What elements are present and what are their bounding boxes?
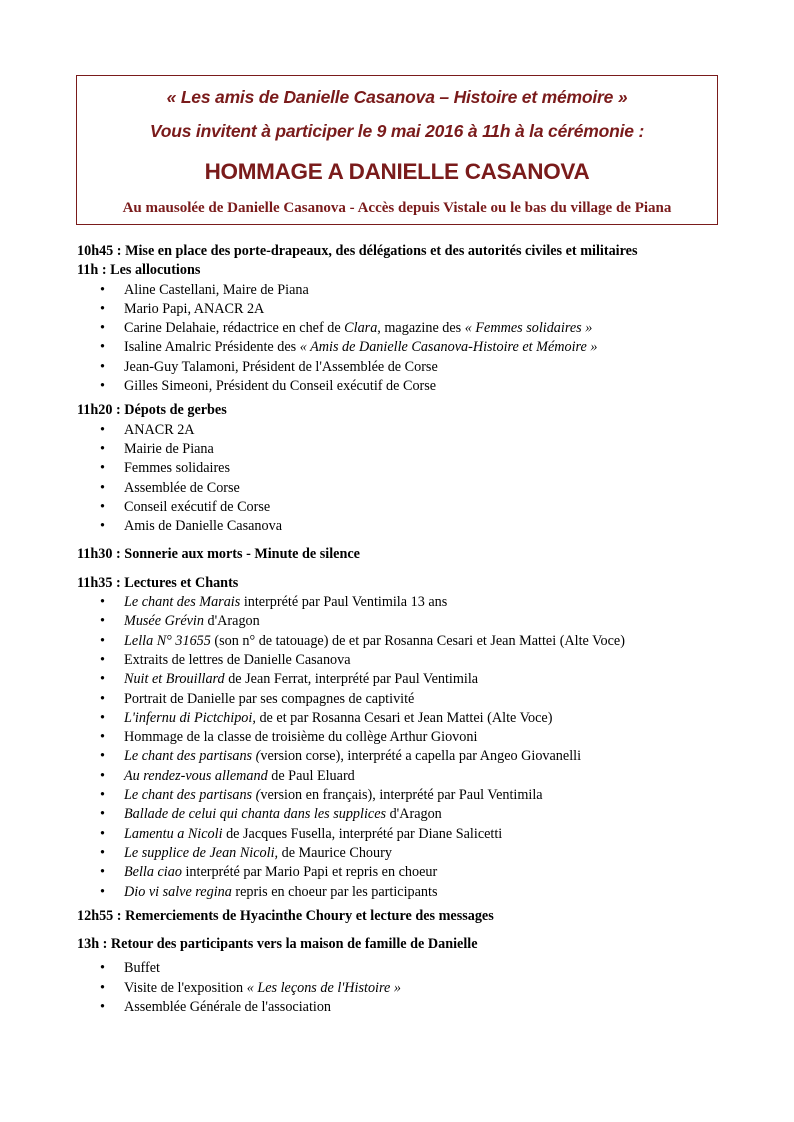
bullet-icon: • [100, 651, 105, 668]
list-item: • Jean-Guy Talamoni, Président de l'Assemblée de Corse [77, 358, 717, 377]
bullet-icon: • [100, 421, 105, 438]
program-heading-11h: 11h : Les allocutions [77, 262, 201, 279]
list-item: • Assemblée de Corse [77, 479, 717, 498]
list-item: • Femmes solidaires [77, 459, 717, 478]
program [77, 242, 717, 1017]
list-item: • Aline Castellani, Maire de Piana [77, 281, 717, 300]
list-item: • Nuit et Brouillard de Jean Ferrat, interprété par Paul Ventimila [77, 670, 717, 689]
program-heading-11h35: 11h35 : Lectures et Chants [77, 574, 239, 591]
list-item: • Assemblée Générale de l'association [77, 998, 717, 1017]
program-heading-10h45: 10h45 : Mise en place des porte-drapeaux, des délégations et des autorités civiles et militaires [77, 243, 638, 259]
list-item: • Le supplice de Jean Nicoli, de Maurice Choury [77, 844, 717, 863]
list-item: • Musée Grévin d'Aragon [77, 612, 717, 631]
list-item: • Isaline Amalric Présidente des « Amis de Danielle Casanova-Histoire et Mémoire » [77, 338, 717, 357]
closing-list [77, 959, 717, 1017]
bullet-icon: • [100, 498, 105, 515]
bullet-icon: • [100, 787, 105, 804]
speeches-list [77, 281, 717, 397]
bullet-icon: • [100, 729, 105, 746]
association-name: « Les amis de Danielle Casanova – Histoire et mémoire » [166, 87, 628, 107]
bullet-icon: • [100, 358, 105, 375]
list-item: • Gilles Simeoni, Président du Conseil exécutif de Corse [77, 377, 717, 396]
list-item: • Hommage de la classe de troisième du collège Arthur Giovoni [77, 728, 717, 747]
program-heading-12h55: 12h55 : Remerciements de Hyacinthe Choury et lecture des messages [77, 907, 494, 924]
list-item: • Lamentu a Nicoli de Jacques Fusella, interprété par Diane Salicetti [77, 825, 717, 844]
bullet-icon: • [100, 339, 105, 356]
list-item: • Portrait de Danielle par ses compagnes de captivité [77, 690, 717, 709]
bullet-icon: • [100, 825, 105, 842]
bullet-icon: • [100, 518, 105, 535]
bullet-icon: • [100, 281, 105, 298]
list-item: • Carine Delahaie, rédactrice en chef de Clara, magazine des « Femmes solidaires » [77, 319, 717, 338]
ceremony-title: HOMMAGE A DANIELLE CASANOVA [204, 159, 590, 184]
list-item: • Mairie de Piana [77, 440, 717, 459]
bullet-icon: • [100, 594, 105, 611]
bullet-icon: • [100, 690, 105, 707]
list-item: • Visite de l'exposition « Les leçons de l'Histoire » [77, 979, 717, 998]
list-item: • Amis de Danielle Casanova [77, 517, 717, 536]
bullet-icon: • [100, 300, 105, 317]
program-heading-13h: 13h : Retour des participants vers la maison de famille de Danielle [77, 936, 478, 953]
list-item: • Le chant des Marais interprété par Paul Ventimila 13 ans [77, 593, 717, 612]
list-item: • ANACR 2A [77, 421, 717, 440]
list-item: • Lella N° 31655 (son n° de tatouage) de et par Rosanna Cesari et Jean Mattei (Alte Voce) [77, 632, 717, 651]
bullet-icon: • [100, 320, 105, 337]
bullet-icon: • [100, 979, 105, 996]
bullet-icon: • [100, 748, 105, 765]
bullet-icon: • [100, 671, 105, 688]
bullet-icon: • [100, 632, 105, 649]
list-item: • Le chant des partisans (version corse), interprété a capella par Angeo Giovanelli [77, 747, 717, 766]
ceremony-location: Au mausolée de Danielle Casanova - Accès depuis Vistale ou le bas du village de Piana [122, 200, 672, 216]
bullet-icon: • [100, 806, 105, 823]
bullet-icon: • [100, 960, 105, 977]
list-item: • Buffet [77, 959, 717, 978]
bullet-icon: • [100, 378, 105, 395]
bullet-icon: • [100, 883, 105, 900]
list-item: • Dio vi salve regina repris en choeur par les participants [77, 883, 717, 902]
wreaths-list [77, 421, 717, 537]
list-item: • Ballade de celui qui chanta dans les supplices d'Aragon [77, 805, 717, 824]
bullet-icon: • [100, 767, 105, 784]
list-item: • Mario Papi, ANACR 2A [77, 300, 717, 319]
bullet-icon: • [100, 460, 105, 477]
invitation-header-box [76, 75, 718, 225]
list-item: • Extraits de lettres de Danielle Casanova [77, 651, 717, 670]
bullet-icon: • [100, 864, 105, 881]
readings-list [77, 593, 717, 902]
bullet-icon: • [100, 479, 105, 496]
program-heading-11h20: 11h20 : Dépots de gerbes [77, 402, 227, 419]
invitation-line: Vous invitent à participer le 9 mai 2016 à 11h à la cérémonie : [149, 121, 645, 141]
bullet-icon: • [100, 709, 105, 726]
list-item: • Le chant des partisans (version en français), interprété par Paul Ventimila [77, 786, 717, 805]
program-heading-11h30: 11h30 : Sonnerie aux morts - Minute de silence [77, 546, 360, 563]
bullet-icon: • [100, 613, 105, 630]
list-item: • Bella ciao interprété par Mario Papi et repris en choeur [77, 863, 717, 882]
bullet-icon: • [100, 440, 105, 457]
bullet-icon: • [100, 844, 105, 861]
list-item: • L'infernu di Pictchipoi, de et par Rosanna Cesari et Jean Mattei (Alte Voce) [77, 709, 717, 728]
bullet-icon: • [100, 998, 105, 1015]
list-item: • Conseil exécutif de Corse [77, 498, 717, 517]
list-item: • Au rendez-vous allemand de Paul Eluard [77, 767, 717, 786]
